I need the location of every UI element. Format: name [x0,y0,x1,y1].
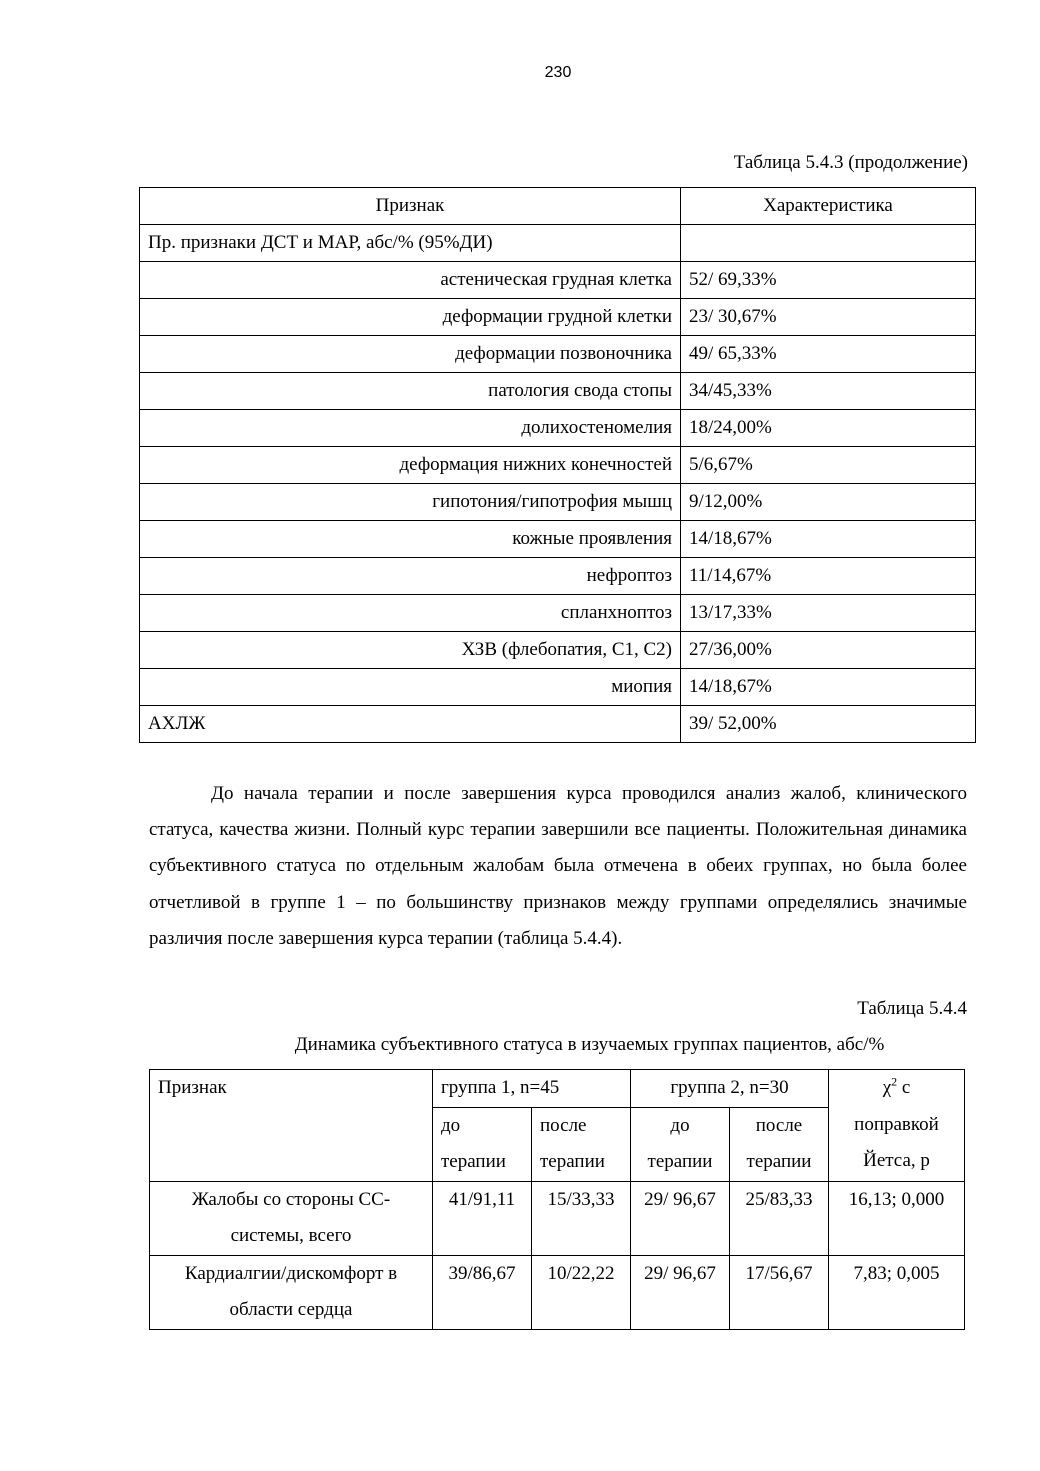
row-value: 11/14,67% [681,558,976,595]
row-label: АХЛЖ [140,706,681,743]
row-label-line1: Кардиалгии/дискомфорт в [184,1262,398,1284]
header-g2-after [730,1107,829,1181]
row-label: кожные проявления [140,521,681,558]
g1-after-value: 10/22,22 [532,1255,631,1329]
row-label: миопия [140,669,681,706]
table-number: Таблица 5.4.4 [857,998,967,1019]
row-value: 14/18,67% [681,521,976,558]
before-line2: терапии [647,1151,713,1172]
after-line1: после [755,1114,803,1136]
table-row [140,558,976,595]
header-sign: Признак [150,1070,433,1108]
g2-before-value: 29/ 96,67 [631,1181,730,1255]
row-value: 9/12,00% [681,484,976,521]
g1-after-value: 15/33,33 [532,1181,631,1255]
chi-value: 16,13; 0,000 [829,1181,965,1255]
g2-after-value: 25/83,33 [730,1181,829,1255]
row-label: гипотония/гипотрофия мышц [140,484,681,521]
table-row [140,410,976,447]
row-label: деформация нижних конечностей [140,447,681,484]
signs-table [139,187,976,743]
before-line1: до [441,1114,461,1136]
row-label [150,1181,433,1255]
header-g1-before [433,1107,532,1181]
row-value: 13/17,33% [681,595,976,632]
after-line2: терапии [540,1151,605,1172]
g1-before-value: 41/91,11 [433,1181,532,1255]
row-label: Пр. признаки ДСТ и МАР, абс/% (95%ДИ) [140,225,681,262]
table-row [140,706,976,743]
row-label [150,1255,433,1329]
header-g2-before [631,1107,730,1181]
row-value [681,225,976,262]
chi-line2: поправкой [854,1113,939,1135]
header-characteristic: Характеристика [681,188,976,225]
row-label: астеническая грудная клетка [140,262,681,299]
row-value: 52/ 69,33% [681,262,976,299]
header-chi [829,1070,965,1182]
chi-value: 7,83; 0,005 [829,1255,965,1329]
chi-line3: Йетса, р [863,1150,930,1171]
table-row [140,595,976,632]
body-paragraph [149,776,967,957]
row-value: 23/ 30,67% [681,299,976,336]
row-label: деформации позвоночника [140,336,681,373]
table-row [140,632,976,669]
row-value: 39/ 52,00% [681,706,976,743]
header-group1: группа 1, n=45 [433,1070,631,1108]
header-sign-empty [150,1107,433,1181]
before-line2: терапии [441,1151,506,1172]
table-caption: Таблица 5.4.3 (продолжение) [733,152,968,173]
g1-before-value: 39/86,67 [433,1255,532,1329]
g2-after-value: 17/56,67 [730,1255,829,1329]
row-value: 14/18,67% [681,669,976,706]
page-number: 230 [544,64,572,81]
before-line1: до [670,1114,690,1136]
header-group2: группа 2, n=30 [631,1070,829,1108]
table-row [140,373,976,410]
table-row [150,1181,965,1255]
row-value: 49/ 65,33% [681,336,976,373]
row-label-line2: системы, всего [230,1225,352,1246]
row-label: нефроптоз [140,558,681,595]
table-row [140,299,976,336]
row-label: патология свода стопы [140,373,681,410]
dynamics-table [149,1069,965,1330]
table-row [140,447,976,484]
table-row [140,336,976,373]
row-value: 34/45,33% [681,373,976,410]
table-row [140,669,976,706]
table-row [140,262,976,299]
table-row [140,521,976,558]
row-label-line2: области сердца [229,1299,353,1320]
after-line1: после [540,1114,587,1136]
row-label-line1: Жалобы со стороны СС- [191,1188,391,1210]
table-header-row [140,188,976,225]
chi-superscript: 2 [891,1074,898,1089]
after-line2: терапии [746,1151,812,1172]
chi-c: с [897,1077,911,1098]
table-header-row [150,1070,965,1108]
header-sign: Признак [140,188,681,225]
table-row [150,1255,965,1329]
row-value: 18/24,00% [681,410,976,447]
row-label: ХЗВ (флебопатия, С1, С2) [140,632,681,669]
g2-before-value: 29/ 96,67 [631,1255,730,1329]
row-value: 5/6,67% [681,447,976,484]
table-row [140,225,976,262]
row-label: спланхноптоз [140,595,681,632]
table-row [140,484,976,521]
chi-symbol: χ [882,1077,892,1098]
paragraph-text: До начала терапии и после завершения курса проводился анализ жалоб, клинического статуса, качества жизни. Полный курс терапии завершили все пациенты. Положительная динамика субъективного статуса по отдельным жалобам была отмечена в обеих группах, но была более отчетливой в группе 1 – по большинству признаков между группами определялись значимые различия после завершения курса терапии (таблица 5.4.4). [149,783,967,949]
row-label: долихостеномелия [140,410,681,447]
table-title: Динамика субъективного статуса в изучаемых группах пациентов, абс/% [294,1034,885,1055]
header-g1-after [532,1107,631,1181]
row-value: 27/36,00% [681,632,976,669]
row-label: деформации грудной клетки [140,299,681,336]
